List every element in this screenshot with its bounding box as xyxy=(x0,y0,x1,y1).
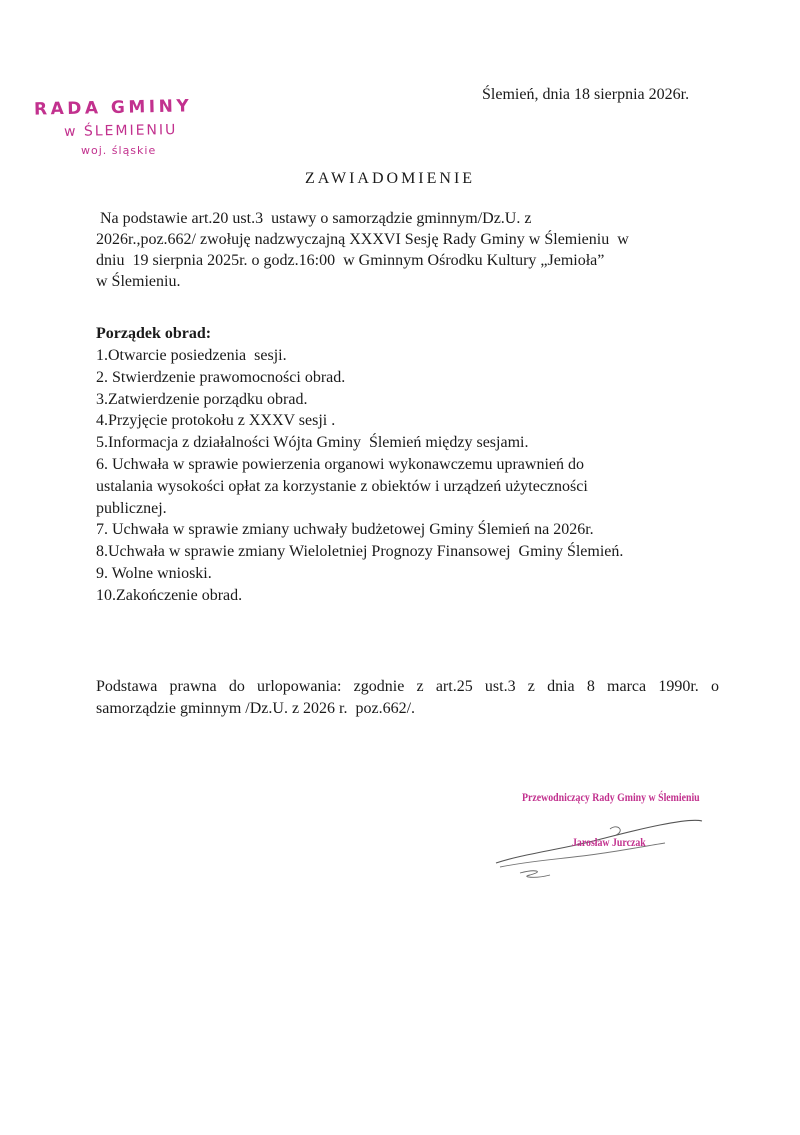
document-title: ZAWIADOMIENIE xyxy=(304,170,476,187)
legal-basis-paragraph xyxy=(96,676,719,720)
intro-line: w Ślemieniu. xyxy=(96,273,181,290)
signature-name: Jarosław Jurczak xyxy=(572,835,646,849)
document-date: Ślemień, dnia 18 sierpnia 2026r. xyxy=(482,86,690,103)
intro-line: 2026r.,poz.662/ zwołuję nadzwyczajną XXXVI Sesję Rady Gminy w Ślemieniu w xyxy=(96,231,629,248)
agenda-heading: Porządek obrad: xyxy=(96,325,212,342)
agenda-item: 10.Zakończenie obrad. xyxy=(96,586,243,604)
stamp-line-2: w ŚLEMIENIU xyxy=(63,122,178,140)
stamp-line-3: woj. śląskie xyxy=(81,144,157,157)
agenda-item: 1.Otwarcie posiedzenia sesji. xyxy=(96,347,287,364)
legal-basis-line: Podstawa prawna do urlopowania: zgodnie z art.25 ust.3 z dnia 8 marca 1990r. o xyxy=(96,678,719,695)
agenda-item: 8.Uchwała w sprawie zmiany Wieloletniej Prognozy Finansowej Gminy Ślemień. xyxy=(96,543,624,561)
intro-paragraph xyxy=(96,208,696,292)
agenda-item: 7. Uchwała w sprawie zmiany uchwały budżetowej Gminy Ślemień na 2026r. xyxy=(96,521,594,539)
agenda-item: 4.Przyjęcie protokołu z XXXV sesji . xyxy=(96,412,336,430)
agenda-list xyxy=(96,345,716,607)
signature-role: Przewodniczący Rady Gminy w Ślemieniu xyxy=(522,790,700,804)
agenda-item: 9. Wolne wnioski. xyxy=(96,564,212,582)
intro-line: Na podstawie art.20 ust.3 ustawy o samorządzie gminnym/Dz.U. z xyxy=(96,210,532,227)
agenda-item: 3.Zatwierdzenie porządku obrad. xyxy=(96,390,308,408)
legal-basis-line: samorządzie gminnym /Dz.U. z 2026 r. poz.662/. xyxy=(96,700,416,717)
agenda-item: 6. Uchwała w sprawie powierzenia organowi wykonawczemu uprawnień do xyxy=(96,455,584,473)
signature-block xyxy=(490,785,750,885)
agenda-item: 5.Informacja z działalności Wójta Gminy Ślemień między sesjami. xyxy=(96,434,529,452)
intro-line: dniu 19 sierpnia 2025r. o godz.16:00 w Gminnym Ośrodku Kultury „Jemioła” xyxy=(96,252,605,269)
agenda-item: ustalania wysokości opłat za korzystanie z obiektów i urządzeń użyteczności xyxy=(96,477,588,495)
agenda-item: publicznej. xyxy=(96,499,167,517)
agenda-item: 2. Stwierdzenie prawomocności obrad. xyxy=(96,368,346,386)
stamp-line-1: RADA GMINY xyxy=(33,96,193,120)
